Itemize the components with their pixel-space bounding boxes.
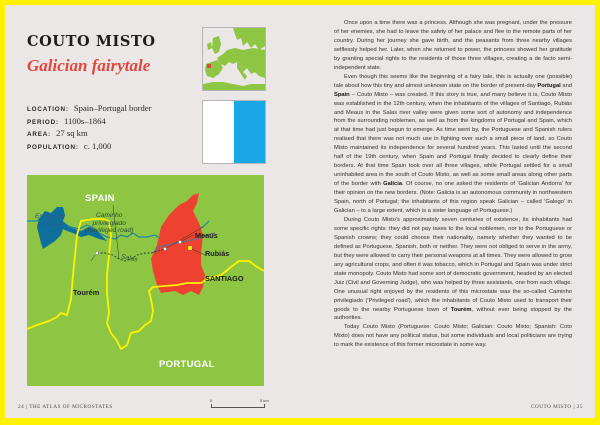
body-paragraph: Today Couto Misto (Portuguese: Couto Misto; Galician: Couto Mixto; Spanish: Coto Mixto) does not have any political status, but some individuals and local politicians are trying to mark the existence of this former microstate in some way. <box>334 324 572 349</box>
label-privileged-road: Caminho privilegiado (Privileged road) <box>85 212 134 235</box>
fact-location <box>27 103 151 116</box>
fact-value: c. 1,000 <box>83 140 112 151</box>
label-spain: SPAIN <box>85 193 115 204</box>
fact-period <box>27 116 151 129</box>
fact-label: POPULATION: <box>27 143 79 151</box>
fact-value: Spain–Portugal border <box>73 103 152 113</box>
folio-right: COUTO MISTO | 25 <box>531 404 583 410</box>
fact-value: 27 sq km <box>56 128 88 139</box>
label-tourem: Tourém <box>73 288 100 297</box>
flag-blue-stripe <box>234 101 265 163</box>
label-portugal: PORTUGAL <box>159 359 215 370</box>
flag-white-stripe <box>203 101 234 163</box>
scale-start: 0 <box>210 398 213 403</box>
left-page <box>5 5 298 418</box>
page-subtitle: Galician fairytale <box>27 56 151 75</box>
rubias-dot <box>163 247 166 250</box>
tourem-dot <box>95 251 98 254</box>
scale-line <box>211 404 265 408</box>
body-paragraph: During Couto Misto's approximately seven centuries of existence, its inhabitants had some specific rights: they did not pay taxes to the local noblemen, nor to the Portuguese or Spanish crowns; they could choose their nationality, namely whether they wanted to be defined as Portuguese, Spanish, both or neither. They were not obliged to serve in the army, but they were allowed to carry their personal weapons at all times. They were allowed to grow any agricultural crops, and often it was tobacco, which in Portugal and Spain was under strict state monopoly. Couto Misto had some sort of democratic government, headed by an elected Juiz (Civil and Governing Judge), who was helped by three assistants, one from each village. One unusual right enjoyed by the residents of this microstate was the so-called Caminho privilegiado ('Privileged road'), which the inhabitants of Couto Misto used to transport their goods to the nearby Portuguese town of Tourém, without ever being stopped by the authorities. <box>334 216 572 322</box>
label-reservoir: Encoro do rio Salas <box>35 213 66 228</box>
label-river-salas: Salas <box>120 253 139 264</box>
fact-value: 1100s–1864 <box>64 115 106 126</box>
europe-map-icon <box>203 28 265 90</box>
scale-end: 5 km <box>260 398 269 403</box>
fact-box <box>27 103 151 153</box>
folio-left: 24 | THE ATLAS OF MICROSTATES <box>18 404 113 410</box>
body-paragraph: Once upon a time there was a princess. Although she was pregnant, under the pressure of her enemies, she had to leave the safety of her palace and flee to the remote parts of her country. During her journey she gave birth, and the peasants from three nearby villages selflessly helped her. Later, when she returned to power, the princess showed her gratitude by granting special rights to the residents of those three villages, creating a de facto semi-independent state. <box>334 20 572 71</box>
border-line <box>27 219 264 349</box>
right-page <box>298 5 595 418</box>
page-title: COUTO MISTO <box>27 33 156 50</box>
book-spread <box>5 5 595 418</box>
santiago-marker <box>188 246 192 250</box>
label-santiago: SANTIAGO <box>205 274 244 283</box>
fact-label: PERIOD: <box>27 118 59 126</box>
fact-label: AREA: <box>27 131 51 139</box>
fact-area <box>27 128 151 141</box>
couto-misto-map <box>27 175 264 386</box>
label-meaus: Meaus <box>195 231 218 240</box>
location-marker-icon <box>207 64 211 68</box>
europe-locator-map <box>202 27 266 91</box>
body-paragraph: Even though this seems like the beginning of a fairy tale, this is actually one (possible) tale about how this tiny and almost unknown state on the border of present-day Portugal and Spain – Couto Misto – was created. If this story is true, and many believe it is, Couto Misto was established in the 12th century, when the inhabitants of the villages of Santiago, Rubiás and Meaus in the Salas river valley were given some sort of autonomy and independence from the surrounding noblemen, as well as from the kingdoms of Portugal and Spain, which at that time had just begun to emerge. As time went by, the Portuguese and Spanish rulers realised that there was not much use in fighting over such a small piece of land, so Couto Misto maintained its independence for several hundred years. This lasted until the second half of the 19th century, when Spain and Portugal finally decided to clearly define their borders. At that time Spain took over all three villages, while Portugal settled for a small uninhabited area in the south of Couto Misto, as well as some small areas along other parts of the border with Galicia. Of course, no one asked the residents of 'Galician Andorra' for their opinion on the new borders. (Note: Galicia is an autonomous community in northwestern Spain, north of Portugal; the inhabitants of this region speak Galician – called 'Galego' in Galician – to a large extent, which is a sister language of Portuguese.) <box>334 73 572 215</box>
fact-label: LOCATION: <box>27 106 69 113</box>
flag-couto-misto <box>202 100 266 164</box>
label-rubias: Rubiás <box>205 249 230 258</box>
fact-population <box>27 141 151 154</box>
scale-bar <box>210 398 269 409</box>
body-text <box>334 19 572 350</box>
couto-misto-territory <box>151 193 205 295</box>
meaus-dot <box>178 240 181 243</box>
